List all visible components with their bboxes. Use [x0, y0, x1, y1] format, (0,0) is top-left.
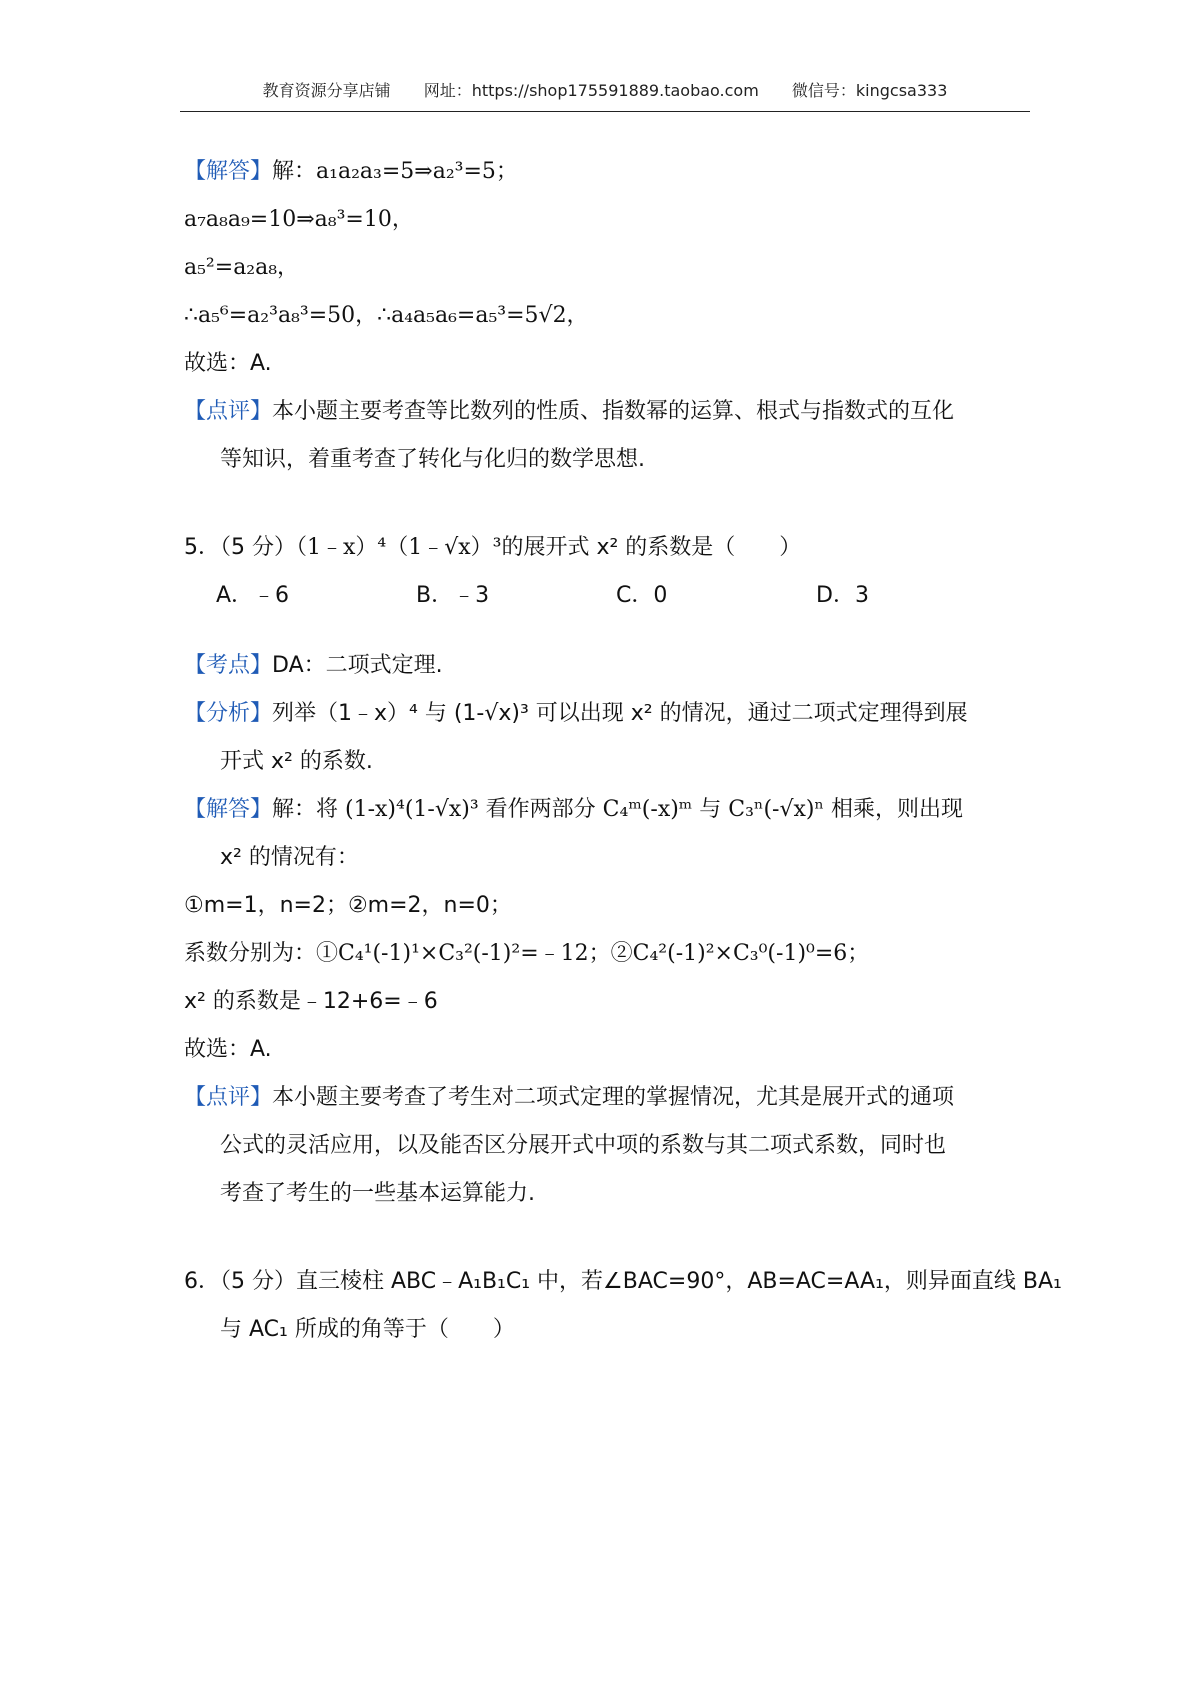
- document-body: [184, 148, 1062, 1354]
- kaodian-tag: 【考点】: [184, 653, 273, 678]
- q4-solution-line-4: ∴a₅⁶=a₂³a₈³=50，∴a₄a₅a₆=a₅³=5√2，: [184, 303, 589, 328]
- dianping-tag: 【点评】: [184, 399, 273, 424]
- formula: a₁a₂a₃=5⇒a₂³=5；: [316, 159, 518, 184]
- q5-stem-text: 的展开式 x² 的系数是（ ）: [501, 535, 802, 560]
- fenxi-text: 列举（1﹣x）⁴ 与 (1-√x)³ 可以出现 x² 的情况，通过二项式定理得到展: [272, 701, 968, 726]
- header-divider: [180, 111, 1030, 112]
- q5-comment-line-2: 公式的灵活应用，以及能否区分展开式中项的系数与其二项式系数，同时也: [220, 1133, 947, 1158]
- option-b: B．﹣3: [416, 583, 490, 608]
- wechat-id: 微信号：kingcsa333: [791, 81, 948, 100]
- comment-text: 本小题主要考查了考生对二项式定理的掌握情况，尤其是展开式的通项: [272, 1085, 955, 1110]
- q5-fenxi-line-1: [184, 690, 1034, 738]
- q5-result: x² 的系数是﹣12+6=﹣6: [184, 989, 438, 1014]
- q4-comment-line-2: 等知识，着重考查了转化与化归的数学思想.: [220, 447, 645, 472]
- jieda-tag: 【解答】: [184, 797, 273, 822]
- q5-coefficients: 系数分别为：①C₄¹(-1)¹×C₃²(-1)²=﹣12；②C₄²(-1)²×C₃⁰(-1)⁰=6；: [184, 941, 870, 966]
- q5-number: 5．（5 分）: [184, 535, 296, 560]
- q5-kaodian: [184, 642, 1034, 690]
- q5-comment-line-1: [184, 1074, 1034, 1122]
- q5-comment-line-3: 考查了考生的一些基本运算能力.: [220, 1181, 535, 1206]
- q4-solution-line-1: [184, 148, 1034, 196]
- q5-stem: [184, 524, 1034, 572]
- shop-url[interactable]: 网址：https://shop175591889.taobao.com: [423, 81, 759, 100]
- q5-expression: （1﹣x）⁴（1﹣√x）³: [296, 535, 502, 560]
- q5-fenxi-line-2: 开式 x² 的系数.: [220, 749, 373, 774]
- q5-cases: ①m=1，n=2；②m=2，n=0；: [184, 893, 512, 918]
- kaodian-text: DA：二项式定理.: [272, 653, 443, 678]
- jieda-tag: 【解答】: [184, 159, 273, 184]
- solution-prefix: 解：: [272, 159, 317, 184]
- q4-answer: 故选：A.: [184, 351, 272, 376]
- q5-options: [184, 572, 1034, 620]
- q4-solution-line-2: a₇a₈a₉=10⇒a₈³=10，: [184, 207, 414, 232]
- q5-jieda-line-2: x² 的情况有：: [220, 845, 359, 870]
- option-a: A．﹣6: [216, 583, 290, 608]
- q4-solution-line-3: a₅²=a₂a₈，: [184, 255, 300, 280]
- jieda-text: 解：将 (1-x)⁴(1-√x)³ 看作两部分 C₄ᵐ(-x)ᵐ 与 C₃ⁿ(-√x)ⁿ 相乘，则出现: [272, 797, 963, 822]
- page-header: [180, 78, 1030, 101]
- q5-answer: 故选：A.: [184, 1037, 272, 1062]
- fenxi-tag: 【分析】: [184, 701, 273, 726]
- option-c: C．0: [616, 583, 668, 608]
- dianping-tag: 【点评】: [184, 1085, 273, 1110]
- q6-stem-line-1: 6．（5 分）直三棱柱 ABC﹣A₁B₁C₁ 中，若∠BAC=90°，AB=AC=AA₁，则异面直线 BA₁: [184, 1269, 1062, 1294]
- shop-name: 教育资源分享店铺: [262, 81, 391, 100]
- option-d: D．3: [816, 583, 869, 608]
- q5-jieda-line-1: [184, 786, 1034, 834]
- q6-stem-line-2: 与 AC₁ 所成的角等于（ ）: [220, 1317, 515, 1342]
- comment-text: 本小题主要考查等比数列的性质、指数幂的运算、根式与指数式的互化: [272, 399, 955, 424]
- q4-comment-line-1: [184, 388, 1034, 436]
